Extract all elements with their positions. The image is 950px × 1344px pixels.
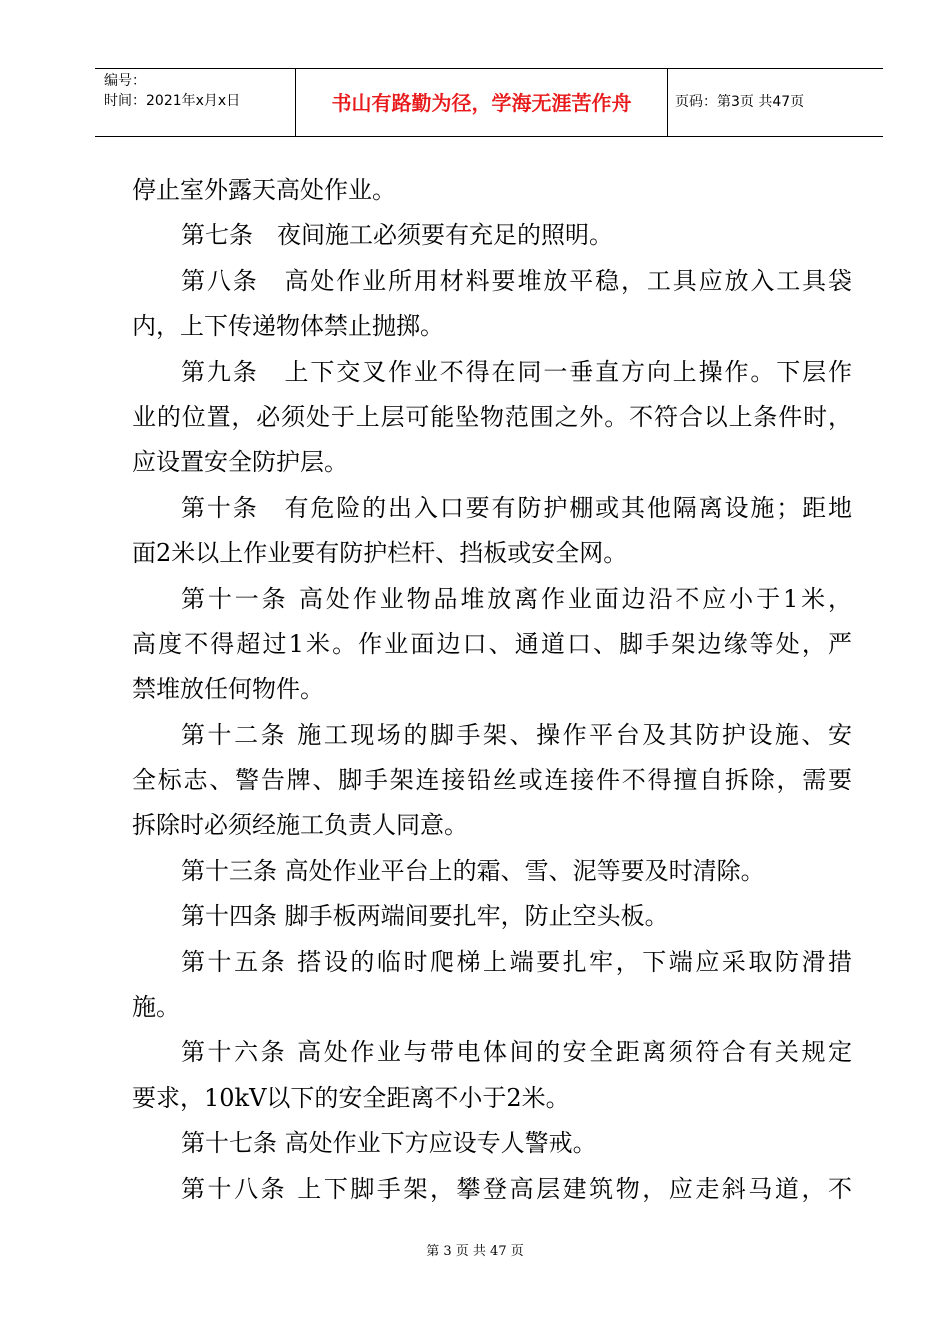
- document-body: [132, 168, 852, 1212]
- text-line: 第十条 有危险的出入口要有防护棚或其他隔离设施；距地: [181, 493, 852, 522]
- text-line: 第十二条 施工现场的脚手架、操作平台及其防护设施、安: [181, 720, 852, 749]
- text-line: 第十七条 高处作业下方应设专人警戒。: [181, 1129, 597, 1158]
- text-line: 第十八条 上下脚手架，攀登高层建筑物，应走斜马道，不: [181, 1174, 852, 1203]
- text-line: 施。: [132, 993, 180, 1022]
- text-line: 高度不得超过1米。作业面边口、通道口、脚手架边缘等处，严: [132, 629, 852, 658]
- text-line: 第九条 上下交叉作业不得在同一垂直方向上操作。下层作: [181, 357, 852, 386]
- text-line: 第八条 高处作业所用材料要堆放平稳，工具应放入工具袋: [181, 266, 852, 295]
- motto-text: 书山有路勤为径，学海无涯苦作舟: [331, 91, 632, 115]
- header-info-cell: [95, 69, 296, 136]
- text-line: 内，上下传递物体禁止抛掷。: [132, 312, 444, 341]
- header-motto-cell: [296, 69, 668, 136]
- text-line: 第十五条 搭设的临时爬梯上端要扎牢，下端应采取防滑措: [181, 947, 852, 976]
- text-line: 面2米以上作业要有防护栏杆、挡板或安全网。: [132, 539, 628, 568]
- text-line: 第十四条 脚手板两端间要扎牢，防止空头板。: [181, 902, 669, 931]
- text-line: 要求，10kV以下的安全距离不小于2米。: [132, 1083, 570, 1112]
- text-line: 拆除时必须经施工负责人同意。: [132, 811, 468, 840]
- text-line: 全标志、警告牌、脚手架连接铅丝或连接件不得擅自拆除，需要: [132, 766, 852, 795]
- time-label: 时间：2021年x月x日: [104, 93, 241, 109]
- text-line: 停止室外露天高处作业。: [132, 176, 396, 204]
- text-line: 第十三条 高处作业平台上的霜、雪、泥等要及时清除。: [181, 856, 765, 885]
- text-line: 禁堆放任何物件。: [132, 675, 324, 704]
- code-label: 编号：: [104, 73, 146, 89]
- text-line: 业的位置，必须处于上层可能坠物范围之外。不符合以上条件时，: [132, 402, 852, 431]
- document-header: [95, 68, 883, 137]
- text-line: 第十一条 高处作业物品堆放离作业面边沿不应小于1米，: [181, 584, 852, 613]
- page-number-label: 页码：第3页 共47页: [675, 94, 805, 110]
- text-line: 第十六条 高处作业与带电体间的安全距离须符合有关规定: [181, 1038, 852, 1067]
- text-line: 应设置安全防护层。: [132, 448, 348, 477]
- page-footer: 第 3 页 共 47 页: [426, 1244, 524, 1259]
- text-line: 第七条 夜间施工必须要有充足的照明。: [181, 221, 613, 250]
- header-page-cell: [668, 69, 883, 136]
